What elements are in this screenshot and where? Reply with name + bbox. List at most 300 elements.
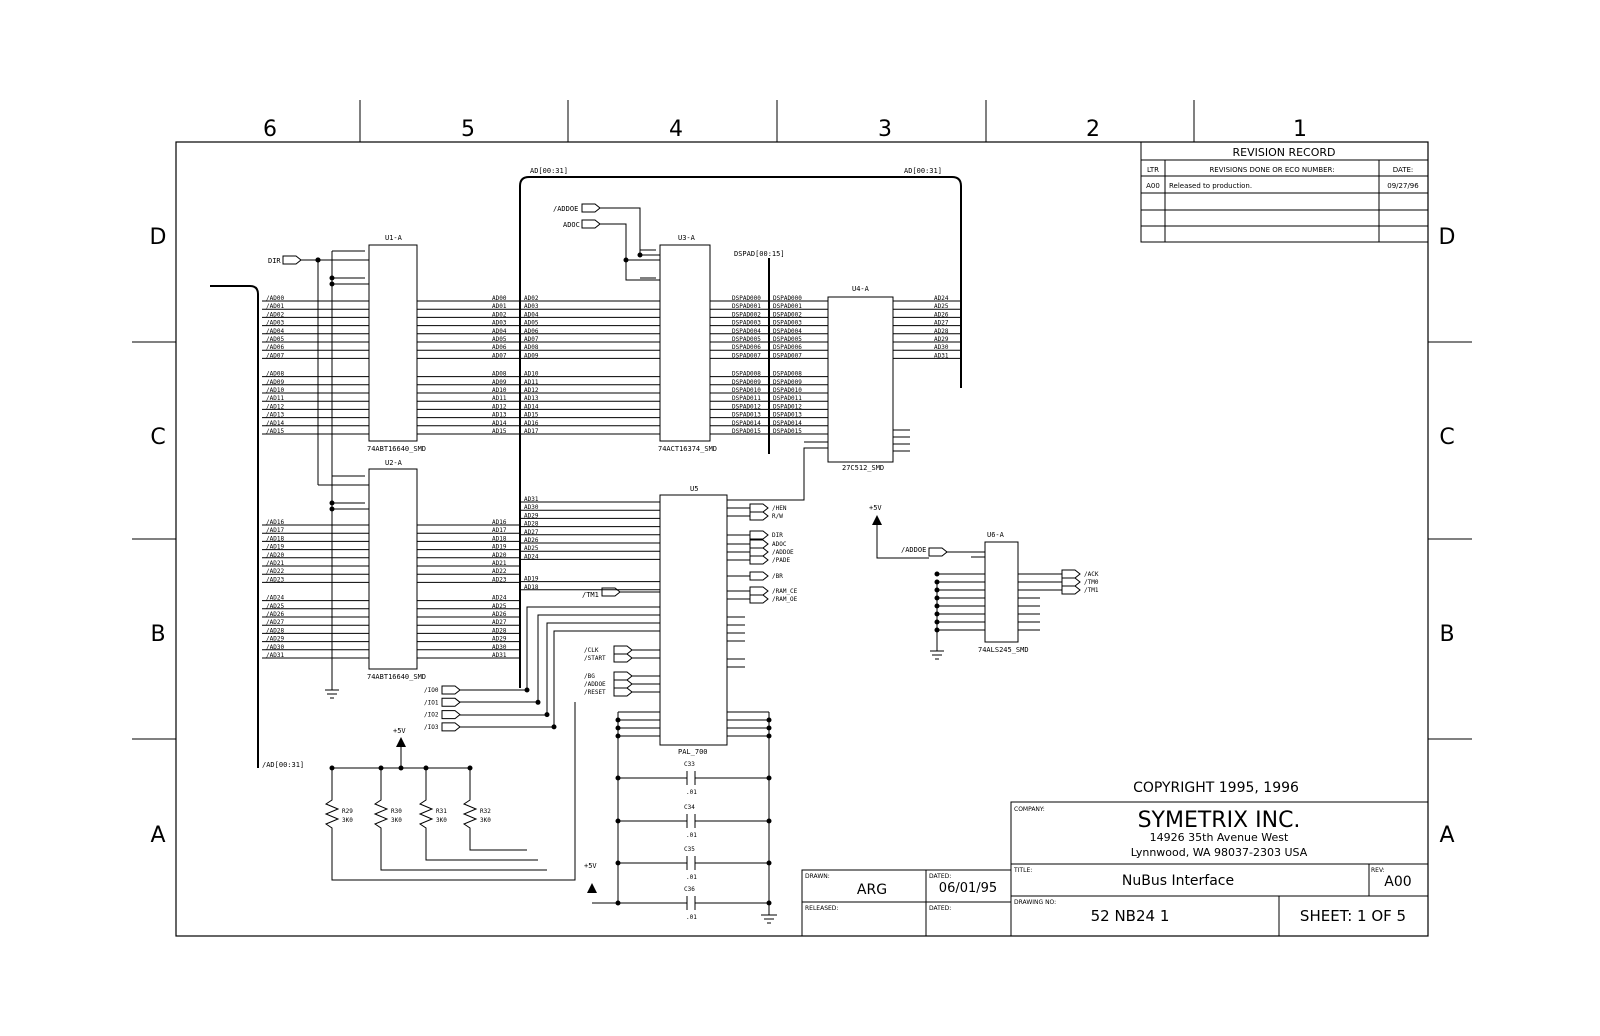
u3-left-net: AD09 [524, 352, 539, 360]
vcc-label-caps: +5V [584, 862, 597, 870]
zone-row-b-right: B [1439, 622, 1455, 647]
dir-port [283, 256, 301, 264]
ctl-port [614, 688, 632, 696]
company-address1: 14926 35th Avenue West [1149, 831, 1289, 844]
u5-ref: U5 [690, 485, 699, 493]
u6-type: 74ALS245_SMD [978, 646, 1029, 654]
u4-body [828, 297, 893, 462]
u2-right-net: AD25 [492, 602, 507, 610]
u3-left-net: AD05 [524, 319, 539, 327]
released-dated-label: DATED: [929, 905, 952, 912]
u1-left-net: /AD11 [266, 395, 285, 403]
junction-dot [424, 766, 428, 770]
u1-left-net: /AD00 [266, 295, 285, 302]
junction-dot [624, 258, 628, 262]
zone-row-d-left: D [149, 225, 167, 250]
io-port [442, 698, 460, 706]
revision-row-desc: Released to production. [1169, 182, 1253, 190]
io-port-label: /IO2 [424, 711, 439, 719]
u4-right-net: AD29 [934, 336, 949, 343]
ctl-port-label: /ADDOE [584, 681, 606, 688]
u1-left-net: /AD04 [266, 327, 285, 335]
cap-value: .01 [686, 832, 697, 839]
u2-left-net: /AD19 [266, 543, 285, 551]
u3-right-net: DSPAD015 [732, 428, 761, 435]
u5-out-port [750, 512, 768, 520]
copyright: COPYRIGHT 1995, 1996 [1133, 780, 1299, 796]
rev-label: REV: [1371, 867, 1385, 874]
u4-right-net: AD28 [934, 327, 949, 335]
io-port-label: /IO3 [424, 723, 439, 731]
junction-dot [525, 688, 529, 692]
junction-dot [536, 700, 540, 704]
resistor-ref: R29 [342, 808, 353, 815]
revision-row-ltr: A00 [1146, 182, 1160, 190]
u4in-left-net: DSPAD005 [773, 336, 802, 343]
u4in-left-net: DSPAD000 [773, 295, 802, 302]
u1-right-net: AD00 [492, 295, 507, 302]
revision-title: REVISION RECORD [1232, 146, 1336, 159]
u5-out-label: DIR [772, 532, 783, 539]
zone-col-3: 3 [878, 117, 892, 142]
u3-left-net: AD11 [524, 378, 539, 386]
static-wiring [301, 208, 985, 923]
u5-out-port [750, 504, 768, 512]
u5-left-net: AD29 [524, 512, 539, 520]
u2-right-net: AD31 [492, 652, 507, 659]
u2-left-net: /AD22 [266, 568, 285, 576]
u3-left-net: AD15 [524, 411, 539, 419]
u2-right-net: AD27 [492, 619, 507, 627]
u1-right-net: AD12 [492, 403, 507, 411]
junction-dot [767, 819, 771, 823]
generated-labels [266, 295, 1099, 921]
u3-left-net: AD17 [524, 428, 539, 435]
u5-out-port [750, 556, 768, 564]
u4in-left-net: DSPAD002 [773, 311, 802, 319]
u3-right-net: DSPAD008 [732, 370, 761, 378]
u3-right-net: DSPAD007 [732, 352, 761, 360]
u2-left-net: /AD16 [266, 519, 285, 526]
u2-right-net: AD22 [492, 568, 507, 576]
u4-right-net: AD25 [934, 303, 949, 311]
u5-out-port [750, 572, 768, 580]
junction-dot [379, 766, 383, 770]
revision-col-desc: REVISIONS DONE OR ECO NUMBER: [1209, 166, 1335, 174]
sheet-value: SHEET: 1 OF 5 [1299, 907, 1407, 925]
u3-right-net: DSPAD014 [732, 419, 761, 427]
junction-dot [399, 766, 403, 770]
u4-right-net: AD31 [934, 352, 949, 360]
u3-ref: U3-A [678, 234, 695, 242]
u1-right-net: AD06 [492, 344, 507, 352]
u3-right-net: DSPAD006 [732, 344, 761, 352]
u3-left-net: AD06 [524, 327, 539, 335]
revision-col-ltr: LTR [1146, 166, 1160, 174]
u5-left-net: AD19 [524, 575, 539, 583]
junction-dot [545, 713, 549, 717]
vcc-label-resistors: +5V [393, 727, 406, 735]
u3-left-net: AD08 [524, 344, 539, 352]
u1-right-net: AD10 [492, 387, 507, 394]
u1-left-net: /AD09 [266, 378, 285, 386]
adoc-port-label: ADOC [563, 221, 580, 229]
ad-bus-label-right: AD[00:31] [904, 167, 942, 175]
junction-dot [616, 734, 620, 738]
u1-left-net: /AD12 [266, 403, 285, 411]
u1-body [369, 245, 417, 441]
drawing-no-value: 52 NB24 1 [1090, 907, 1170, 925]
io-port [442, 686, 460, 694]
u1-right-net: AD08 [492, 370, 507, 378]
u2-right-net: AD26 [492, 611, 507, 618]
u2-right-net: AD19 [492, 543, 507, 551]
u1-right-net: AD05 [492, 336, 507, 343]
u3-left-net: AD02 [524, 295, 539, 302]
drawing-title: NuBus Interface [1121, 873, 1235, 889]
u2-type: 74ABT16640_SMD [367, 673, 427, 681]
u4in-left-net: DSPAD011 [773, 395, 802, 403]
u4in-left-net: DSPAD008 [773, 370, 802, 378]
u3-right-net: DSPAD002 [732, 311, 761, 319]
ctl-port-label: /RESET [584, 689, 606, 696]
revision-row-date: 09/27/96 [1387, 182, 1419, 190]
ad-bus-label-bottom: /AD[00:31] [262, 761, 305, 769]
u1-left-net: /AD14 [266, 419, 285, 427]
u3-right-net: DSPAD001 [732, 303, 761, 311]
vcc-arrow-caps [587, 883, 597, 893]
u2-left-net: /AD26 [266, 611, 285, 618]
u2-right-net: AD30 [492, 643, 507, 651]
u1-right-net: AD07 [492, 352, 507, 360]
u5-body [660, 495, 727, 745]
adoc-port [582, 220, 600, 228]
u4in-left-net: DSPAD004 [773, 327, 802, 335]
cap-value: .01 [686, 789, 697, 796]
resistor-value: 3K0 [480, 817, 491, 824]
u6-out-port [1062, 586, 1080, 594]
io-port-label: /IO1 [424, 699, 439, 707]
u6-out-label: /ACK [1084, 571, 1099, 578]
u1-right-net: AD02 [492, 311, 507, 319]
io-port [442, 723, 460, 731]
u1-right-net: AD03 [492, 319, 507, 327]
u3-left-net: AD10 [524, 370, 539, 378]
u4-ref: U4-A [852, 285, 869, 293]
rev-value: A00 [1384, 874, 1412, 890]
u2-left-net: /AD24 [266, 594, 285, 602]
zone-row-c-left: C [150, 425, 166, 450]
company-name: SYMETRIX INC. [1137, 808, 1301, 833]
u2-right-net: AD20 [492, 551, 507, 559]
junction-dot [468, 766, 472, 770]
junction-dot [767, 734, 771, 738]
u5-out-port [750, 595, 768, 603]
ctl-port [614, 646, 632, 654]
u1-ref: U1-A [385, 234, 402, 242]
u3-body [660, 245, 710, 441]
u5-left-net: AD28 [524, 520, 539, 528]
vcc-arrow-u6 [872, 515, 882, 525]
u1-right-net: AD04 [492, 327, 507, 335]
ctl-port-label: /CLK [584, 647, 599, 654]
u1-left-net: /AD10 [266, 387, 285, 394]
u1-right-net: AD15 [492, 428, 507, 435]
u3-right-net: DSPAD004 [732, 327, 761, 335]
u3-type: 74ACT16374_SMD [658, 445, 718, 453]
ctl-port-label: /BG [584, 673, 595, 680]
u5-out-label: /RAM_CE [772, 588, 798, 595]
junction-dot [767, 861, 771, 865]
u4-right-net: AD24 [934, 295, 949, 302]
u2-left-net: /AD28 [266, 627, 285, 635]
junction-dot [935, 612, 939, 616]
junction-dot [330, 507, 334, 511]
u1-right-net: AD13 [492, 411, 507, 419]
junction-dot [616, 861, 620, 865]
u4in-left-net: DSPAD015 [773, 428, 802, 435]
u2-ref: U2-A [385, 459, 402, 467]
u1-left-net: /AD07 [266, 352, 285, 360]
u4in-left-net: DSPAD009 [773, 378, 802, 386]
u5-out-label: /HEN [772, 505, 787, 512]
junction-dot [330, 276, 334, 280]
u4in-left-net: DSPAD012 [773, 403, 802, 411]
resistor-ref: R30 [391, 808, 402, 815]
u3-right-net: DSPAD011 [732, 395, 761, 403]
u5-left-net: AD31 [524, 496, 539, 503]
junction-dot [935, 620, 939, 624]
u3-left-net: AD04 [524, 311, 539, 319]
junction-dot [935, 596, 939, 600]
vcc-arrow-resistors [396, 737, 406, 747]
tm1-port-label: /TM1 [582, 591, 599, 599]
u1-left-net: /AD13 [266, 411, 285, 419]
u2-right-net: AD28 [492, 627, 507, 635]
u1-left-net: /AD05 [266, 336, 285, 343]
u3-left-net: AD07 [524, 336, 539, 343]
u6-ref: U6-A [987, 531, 1004, 539]
u5-out-label: /PADE [772, 557, 791, 564]
u4in-left-net: DSPAD013 [773, 411, 802, 419]
u5-left-net: AD18 [524, 583, 539, 591]
u3-left-net: AD12 [524, 387, 539, 394]
u1-left-net: /AD01 [266, 303, 285, 311]
u3-left-net: AD16 [524, 419, 539, 427]
tm1-port [602, 588, 620, 596]
u3-right-net: DSPAD005 [732, 336, 761, 343]
u3-right-net: DSPAD012 [732, 403, 761, 411]
junction-dot [616, 718, 620, 722]
company-label: COMPANY: [1014, 806, 1045, 813]
u6-input-label: /ADDOE [901, 546, 927, 554]
u6-out-label: /TM1 [1084, 587, 1099, 594]
u4in-left-net: DSPAD010 [773, 387, 802, 394]
junction-dot [330, 501, 334, 505]
drawn-label: DRAWN: [805, 873, 830, 880]
u2-left-net: /AD31 [266, 652, 285, 659]
u2-right-net: AD17 [492, 527, 507, 535]
junction-dot [616, 819, 620, 823]
addoe-port [582, 204, 600, 212]
cap-ref: C35 [684, 846, 695, 853]
u6-out-port [1062, 578, 1080, 586]
zone-col-6: 6 [263, 117, 277, 142]
u3-left-net: AD14 [524, 403, 539, 411]
u5-type: PAL_700 [678, 748, 708, 756]
cap-value: .01 [686, 874, 697, 881]
u1-type: 74ABT16640_SMD [367, 445, 427, 453]
u4in-left-net: DSPAD014 [773, 419, 802, 427]
u4in-left-net: DSPAD001 [773, 303, 802, 311]
ctl-port-label: /START [584, 655, 606, 662]
u5-left-net: AD27 [524, 528, 539, 536]
cap-value: .01 [686, 914, 697, 921]
junction-dot [316, 258, 320, 262]
u3-left-net: AD03 [524, 303, 539, 311]
zone-row-d-right: D [1438, 225, 1456, 250]
u6-in-port [929, 548, 947, 556]
u2-right-net: AD23 [492, 576, 507, 584]
chips [369, 245, 1018, 745]
u2-body [369, 469, 417, 669]
u3-right-net: DSPAD003 [732, 319, 761, 327]
u3-left-net: AD13 [524, 395, 539, 403]
u1-left-net: /AD15 [266, 428, 285, 435]
resistor-value: 3K0 [391, 817, 402, 824]
u5-left-net: AD25 [524, 545, 539, 553]
u5-out-port [750, 587, 768, 595]
vcc-label-u6: +5V [869, 504, 882, 512]
junction-dot [616, 776, 620, 780]
u4-type: 27C512_SMD [842, 464, 885, 472]
cap-ref: C33 [684, 761, 695, 768]
junction-dot [767, 901, 771, 905]
u1-right-net: AD11 [492, 395, 507, 403]
u5-out-label: /ADDOE [772, 549, 794, 556]
cap-ref: C36 [684, 886, 695, 893]
title-block [802, 780, 1428, 936]
u5-out-port [750, 540, 768, 548]
junction-dot [935, 588, 939, 592]
junction-dot [935, 580, 939, 584]
junction-dot [935, 604, 939, 608]
u4in-left-net: DSPAD003 [773, 319, 802, 327]
u5-out-label: R/W [772, 513, 783, 520]
junction-dot [552, 725, 556, 729]
u5-out-label: ADOC [772, 541, 787, 548]
u4in-left-net: DSPAD007 [773, 352, 802, 360]
resistor-ref: R32 [480, 808, 491, 815]
junction-dot [767, 776, 771, 780]
zone-row-a-left: A [150, 823, 166, 848]
drawing-no-label: DRAWING NO: [1014, 899, 1057, 906]
zone-col-1: 1 [1293, 117, 1307, 142]
u2-left-net: /AD27 [266, 619, 285, 627]
u1-left-net: /AD08 [266, 370, 285, 378]
resistor-value: 3K0 [436, 817, 447, 824]
u5-out-port [750, 548, 768, 556]
zone-row-a-right: A [1439, 823, 1455, 848]
u3-right-net: DSPAD000 [732, 295, 761, 302]
zone-col-2: 2 [1086, 117, 1100, 142]
u4in-left-net: DSPAD006 [773, 344, 802, 352]
u1-left-net: /AD03 [266, 319, 285, 327]
u2-left-net: /AD18 [266, 535, 285, 543]
ctl-port [614, 680, 632, 688]
u5-out-label: /RAM_OE [772, 596, 798, 603]
io-port-label: /IO0 [424, 687, 439, 694]
u2-left-net: /AD21 [266, 560, 285, 567]
dated-value: 06/01/95 [938, 881, 998, 896]
zone-row-c-right: C [1439, 425, 1455, 450]
junction-dot [616, 901, 620, 905]
u4-right-net: AD30 [934, 344, 949, 352]
u4-right-net: AD27 [934, 319, 949, 327]
cap-ref: C34 [684, 804, 695, 811]
ctl-port [614, 672, 632, 680]
u3-right-net: DSPAD009 [732, 378, 761, 386]
ad-bus-label-left: AD[00:31] [530, 167, 568, 175]
u2-left-net: /AD23 [266, 576, 285, 584]
zone-ticks [132, 100, 1472, 739]
junction-dot [767, 718, 771, 722]
junction-dot [616, 726, 620, 730]
u2-right-net: AD24 [492, 594, 507, 602]
u1-left-net: /AD06 [266, 344, 285, 352]
junction-dot [330, 766, 334, 770]
u5-left-net: AD26 [524, 537, 539, 544]
u4-right-net: AD26 [934, 311, 949, 319]
u2-left-net: /AD25 [266, 602, 285, 610]
resistor-ref: R31 [436, 808, 447, 815]
resistor-value: 3K0 [342, 817, 353, 824]
addoe-port-label: /ADDOE [553, 205, 579, 213]
u5-left-net: AD30 [524, 504, 539, 512]
u5-left-net: AD24 [524, 553, 539, 561]
zone-row-b-left: B [150, 622, 166, 647]
u6-body [985, 542, 1018, 642]
revision-record [1141, 142, 1428, 242]
title-label: TITLE: [1014, 867, 1033, 874]
u2-right-net: AD18 [492, 535, 507, 543]
released-label: RELEASED: [805, 905, 839, 912]
junction-dot [638, 253, 642, 257]
u5-out-port [750, 531, 768, 539]
generated-wiring [0, 204, 1080, 910]
u2-right-net: AD16 [492, 519, 507, 526]
u6-out-label: /TM0 [1084, 579, 1099, 586]
company-address2: Lynnwood, WA 98037-2303 USA [1130, 846, 1308, 859]
junction-dot [935, 572, 939, 576]
revision-col-date: DATE: [1392, 166, 1414, 174]
zone-col-4: 4 [669, 117, 683, 142]
io-port [442, 711, 460, 719]
u6-out-port [1062, 570, 1080, 578]
ctl-port [614, 654, 632, 662]
u2-left-net: /AD17 [266, 527, 285, 535]
dir-port-label: DIR [268, 257, 281, 265]
u1-right-net: AD14 [492, 419, 507, 427]
u2-left-net: /AD29 [266, 635, 285, 643]
u1-right-net: AD09 [492, 378, 507, 386]
drawn-value: ARG [856, 882, 888, 898]
u2-left-net: /AD20 [266, 551, 285, 559]
u5-out-label: /BR [772, 573, 783, 580]
junction-dot [935, 628, 939, 632]
junction-dot [767, 726, 771, 730]
zone-col-5: 5 [461, 117, 475, 142]
